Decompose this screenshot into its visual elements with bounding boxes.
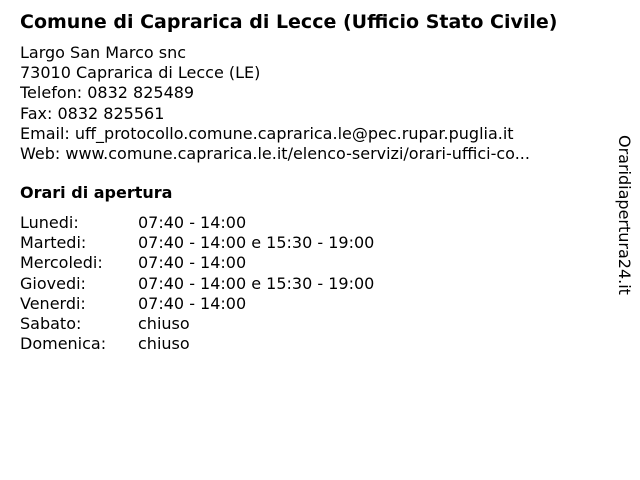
hours-row-venerdi: [20, 294, 374, 314]
hours-row-lunedi: [20, 213, 374, 233]
hours-day: Giovedi:: [20, 273, 86, 293]
hours-time: 07:40 - 14:00: [138, 213, 247, 232]
opening-hours-heading: Orari di apertura: [20, 183, 173, 202]
hours-row-mercoledi: [20, 253, 374, 273]
hours-row-giovedi: [20, 274, 374, 294]
hours-day: Sabato:: [20, 314, 82, 334]
hours-time: 07:40 - 14:00: [138, 293, 247, 313]
hours-day: Mercoledi:: [20, 253, 103, 273]
address-line-2: 73010 Caprarica di Lecce (LE): [20, 63, 261, 83]
fax-number: Fax: 0832 825561: [20, 103, 165, 123]
hours-time: 07:40 - 14:00: [138, 253, 247, 273]
hours-day: Lunedi:: [20, 213, 79, 232]
hours-row-sabato: [20, 314, 374, 334]
website-url: Web: www.comune.caprarica.le.it/elenco-servizi/orari-uffici-co...: [20, 144, 530, 164]
hours-time: 07:40 - 14:00 e 15:30 - 19:00: [138, 273, 375, 293]
email-address: Email: uff_protocollo.comune.caprarica.le@pec.rupar.puglia.it: [20, 123, 514, 143]
hours-row-martedi: [20, 233, 374, 253]
phone-number: Telefon: 0832 825489: [20, 83, 195, 103]
hours-time: 07:40 - 14:00 e 15:30 - 19:00: [138, 233, 375, 253]
hours-day: Venerdi:: [20, 293, 86, 313]
hours-day: Domenica:: [20, 334, 107, 354]
page-title: Comune di Caprarica di Lecce (Ufficio Stato Civile): [20, 11, 558, 33]
site-brand-watermark: Oraridiapertura24.it: [615, 135, 634, 295]
hours-time: chiuso: [138, 314, 190, 334]
hours-day: Martedi:: [20, 233, 87, 253]
hours-row-domenica: [20, 334, 374, 354]
opening-hours-list: [20, 213, 374, 354]
address-line-1: Largo San Marco snc: [20, 43, 187, 62]
contact-info: [20, 43, 600, 164]
hours-time: chiuso: [138, 334, 190, 354]
